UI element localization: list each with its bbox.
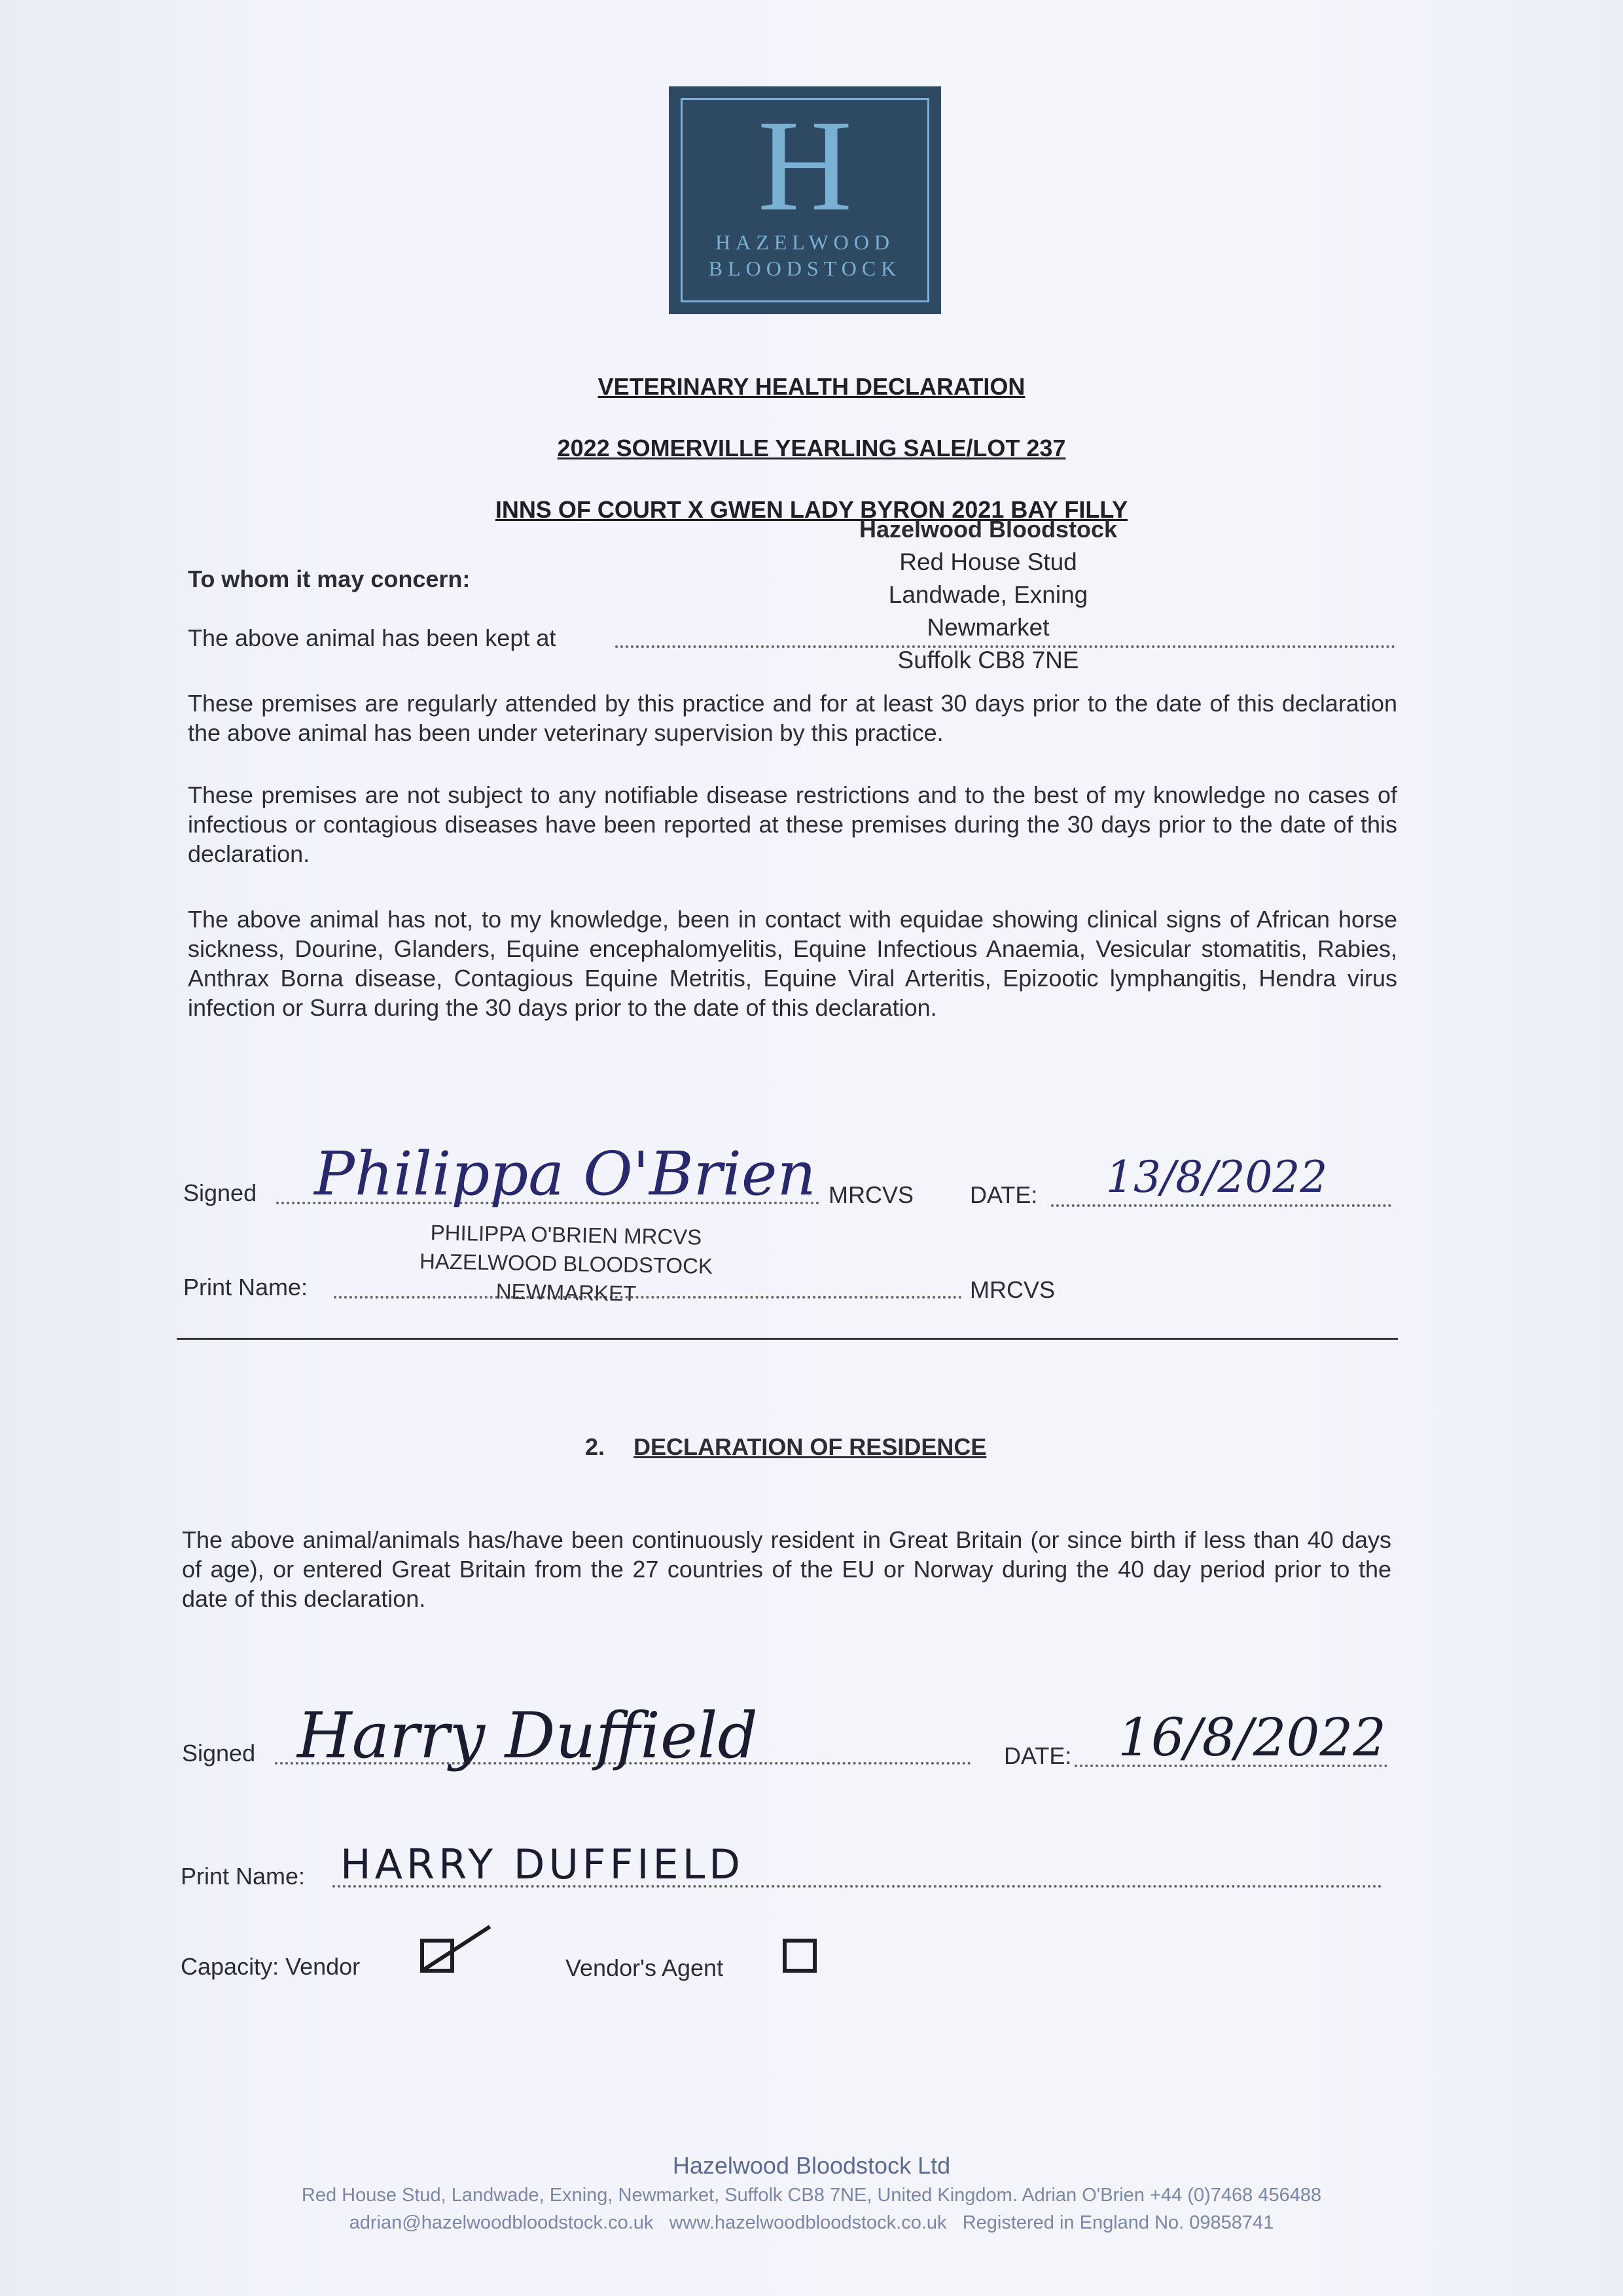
vet-signature: Philippa O'Brien xyxy=(314,1139,816,1209)
section2-heading: DECLARATION OF RESIDENCE xyxy=(633,1433,987,1460)
print-name-label-2: Print Name: xyxy=(181,1863,306,1890)
name-stamp-line: PHILIPPA O'BRIEN MRCVS xyxy=(430,1220,702,1249)
paragraph-residence: The above animal/animals has/have been continuously resident in Great Britain (or since birth if less than 40 days of age), or entered Great Britain from the 27 countries of the EU or Norway during the 40 day period prior to the date of this declaration. xyxy=(182,1526,1391,1612)
vendor-agent-checkbox[interactable] xyxy=(783,1939,817,1973)
company-logo xyxy=(669,86,941,314)
stamp-line: Red House Stud xyxy=(899,548,1077,575)
print-name-label: Print Name: xyxy=(183,1274,308,1300)
date-label: DATE: xyxy=(970,1181,1038,1208)
paragraph-restrictions: These premises are not subject to any notifiable disease restrictions and to the best of my knowledge no cases of infectious or contagious diseases have been reported at these premises during the 30 days prior to the date of this declaration. xyxy=(188,781,1397,867)
paragraph-supervision: These premises are regularly attended by this practice and for at least 30 days prior to the date of this declaration the above animal has been under veterinary supervision by this practice. xyxy=(188,690,1397,746)
vendor-print-name: HARRY DUFFIELD xyxy=(340,1840,744,1888)
greeting: To whom it may concern: xyxy=(188,565,471,592)
kept-at-label: The above animal has been kept at xyxy=(188,624,556,651)
kept-at-field xyxy=(615,645,1395,648)
vet-date: 13/8/2022 xyxy=(1106,1152,1328,1202)
stamp-line: Suffolk CB8 7NE xyxy=(897,647,1079,673)
sale-title: 2022 SOMERVILLE YEARLING SALE/LOT 237 xyxy=(557,435,1066,461)
mrcvs-label: MRCVS xyxy=(829,1181,914,1208)
name-stamp-line: HAZELWOOD BLOODSTOCK xyxy=(419,1249,713,1278)
name-stamp-line: NEWMARKET xyxy=(495,1279,637,1306)
vendor-date: 16/8/2022 xyxy=(1118,1707,1387,1768)
section2-number: 2. xyxy=(585,1433,605,1460)
date-field xyxy=(1051,1204,1391,1207)
footer-address: Red House Stud, Landwade, Exning, Newmarket, Suffolk CB8 7NE, United Kingdom. Adrian O'Brien +44 (0)7468 456488 xyxy=(301,2185,1322,2206)
date-label-2: DATE: xyxy=(1004,1742,1072,1769)
paragraph-diseases: The above animal has not, to my knowledge, been in contact with equidae showing clinical signs of African horse sickness, Dourine, Glanders, Equine encephalomyelitis, Equine Infectious Anaemia, Vesicular stomatitis, Rabies, Anthrax Borna disease, Contagious Equine Metritis, Equine Viral Arteritis, Epizootic lymphangitis, Hendra virus infection or Surra during the 30 days prior to the date of this declaration. xyxy=(188,906,1397,1021)
footer-company: Hazelwood Bloodstock Ltd xyxy=(672,2152,951,2179)
stamp-line: Hazelwood Bloodstock xyxy=(859,516,1118,543)
vendor-signature: Harry Duffield xyxy=(297,1699,758,1772)
section-divider xyxy=(177,1338,1398,1340)
footer-contact: adrian@hazelwoodbloodstock.co.uk www.hazelwoodbloodstock.co.uk Registered in England No. 09858741 xyxy=(349,2212,1274,2233)
signed-label: Signed xyxy=(183,1179,257,1206)
logo-name-line2: BLOODSTOCK xyxy=(708,257,902,280)
print-mrcvs-label: MRCVS xyxy=(970,1276,1056,1303)
vendor-agent-label: Vendor's Agent xyxy=(565,1954,724,1981)
logo-name-line1: HAZELWOOD xyxy=(715,230,895,254)
signed-label-2: Signed xyxy=(182,1740,256,1767)
document-title: VETERINARY HEALTH DECLARATION xyxy=(597,373,1026,400)
logo-initial: H xyxy=(757,94,853,238)
capacity-vendor-label: Capacity: Vendor xyxy=(181,1953,361,1980)
stamp-line: Newmarket xyxy=(927,614,1050,641)
stamp-line: Landwade, Exning xyxy=(888,581,1088,608)
horse-title: INNS OF COURT X GWEN LADY BYRON 2021 BAY FILLY xyxy=(495,496,1128,523)
